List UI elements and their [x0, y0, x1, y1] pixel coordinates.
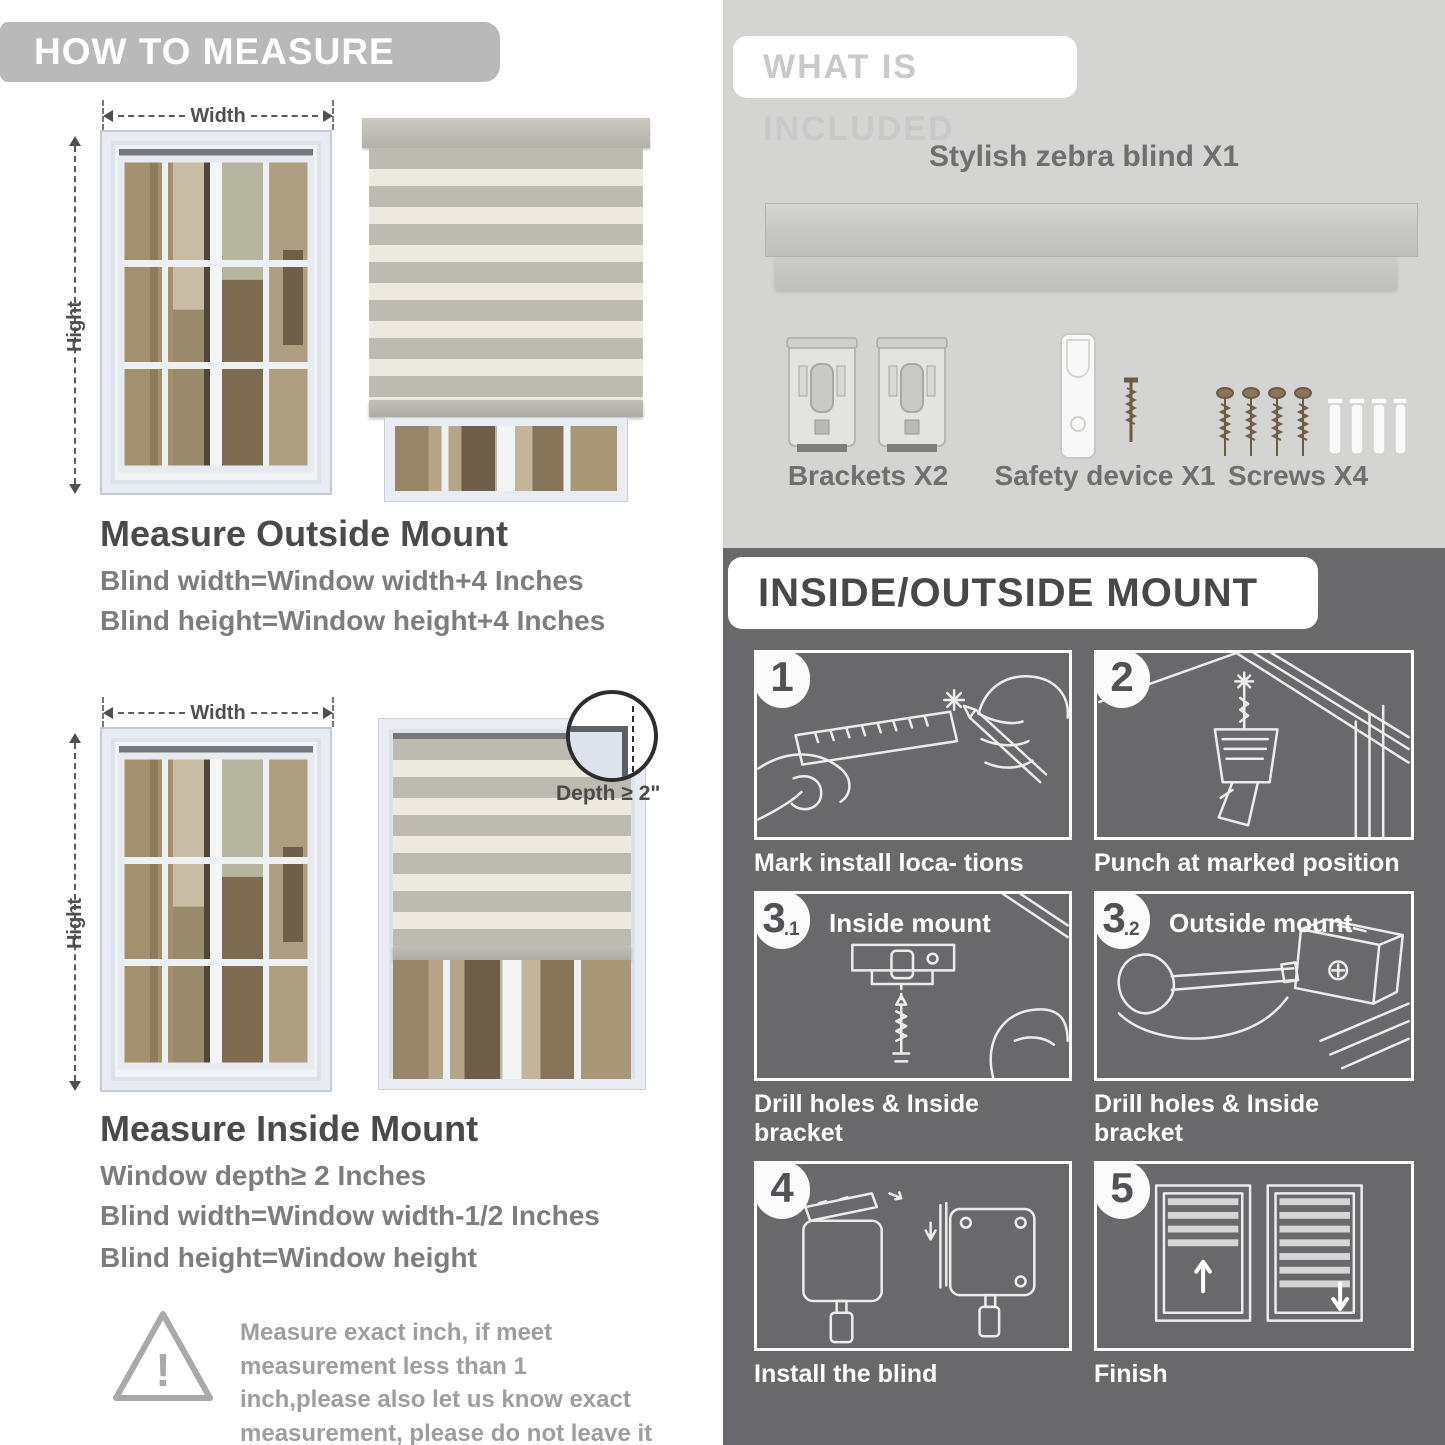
arrowhead-up-icon [69, 136, 81, 146]
height-arrow-inside [64, 733, 94, 1091]
window-photo-inside [100, 727, 332, 1092]
step-1-tile [754, 650, 1072, 840]
depth-dash-line [632, 706, 634, 772]
outside-mount-title: Measure Outside Mount [100, 513, 509, 554]
inside-mount-title: Measure Inside Mount [100, 1108, 479, 1149]
step-2 [1094, 650, 1414, 878]
step-3-2 [1094, 891, 1414, 1148]
step-4 [754, 1161, 1072, 1389]
frame-corner-detail [566, 726, 628, 782]
wall-anchor-icon [1327, 398, 1407, 454]
outside-formula-height: Blind height=Window height+4 Inches [100, 605, 606, 636]
step-3-1-caption: Drill holes & Inside bracket [754, 1090, 980, 1147]
dim-tick [332, 697, 334, 727]
step-3-1-tile [754, 891, 1072, 1081]
width-label: Width [190, 701, 246, 724]
window-photo-strip [393, 960, 631, 1079]
blind-stripes [369, 148, 643, 400]
what-is-included-header: WHAT IS INCLUDED [733, 36, 1077, 98]
dim-dash [251, 712, 318, 714]
brackets-label: Brackets X2 [787, 460, 949, 491]
blind-rail-image [775, 257, 1397, 289]
height-label: Hight [64, 897, 87, 950]
outside-mount-label: Outside mount [1169, 908, 1353, 938]
step-5 [1094, 1161, 1414, 1389]
arrowhead-up-icon [69, 733, 81, 743]
product-label: Stylish zebra blind X1 [928, 140, 1240, 173]
dim-tick [102, 100, 104, 130]
step-2-tile [1094, 650, 1414, 840]
window-below-blind [384, 417, 628, 502]
how-to-measure-header: HOW TO MEASURE [0, 22, 500, 82]
height-label: Hight [64, 300, 87, 353]
arrowhead-down-icon [69, 484, 81, 494]
outside-formula-width: Blind width=Window width+4 Inches [100, 565, 584, 596]
window-photo-strip [395, 426, 617, 491]
arrowhead-left-icon [103, 707, 113, 719]
step-number-badge: 3.1 [754, 891, 810, 949]
width-label: Width [190, 104, 246, 127]
step-4-tile [754, 1161, 1072, 1351]
step-1 [754, 650, 1072, 878]
bracket-icon [785, 336, 859, 458]
safety-device-label: Safety device X1 [994, 460, 1216, 491]
screws-label: Screws X4 [1227, 460, 1369, 491]
blind-bottom-rail [369, 400, 643, 417]
arrowhead-left-icon [103, 110, 113, 122]
safety-device-image [1051, 330, 1161, 464]
warning-exclamation: ! [155, 1344, 171, 1396]
step-5-tile [1094, 1161, 1414, 1351]
inside-outside-mount-header: INSIDE/OUTSIDE MOUNT [728, 557, 1318, 629]
inside-formula-depth: Window depth≥ 2 Inches [100, 1160, 427, 1191]
inside-formula-height: Blind height=Window height [100, 1242, 477, 1273]
zebra-blind-outside-illustration [362, 118, 650, 502]
dim-dash [251, 115, 318, 117]
inside-formula-width: Blind width=Window width-1/2 Inches [100, 1200, 600, 1231]
dim-dash [118, 115, 185, 117]
step-4-caption: Install the blind [754, 1360, 938, 1388]
step-1-caption: Mark install loca- tions [754, 849, 1024, 877]
bracket-icon [875, 336, 949, 458]
what-is-included-section [723, 0, 1445, 548]
step-number-badge: 2 [1094, 650, 1150, 708]
step-3-2-caption: Drill holes & Inside bracket [1094, 1090, 1320, 1147]
arrowhead-down-icon [69, 1081, 81, 1091]
inside-outside-mount-section [723, 548, 1445, 1445]
measure-warning-text: Measure exact inch, if meet measurement less than 1 inch,please also let us know exact measurement, please do not leave it [240, 1319, 653, 1445]
dim-tick [102, 697, 104, 727]
blind-bottom-rail [393, 945, 631, 960]
blind-head-rail [362, 118, 650, 148]
installation-steps-grid [754, 650, 1414, 1402]
step-2-caption: Punch at marked position [1094, 849, 1400, 877]
screws-anchors-image [1211, 384, 1407, 468]
screw-icon [1217, 388, 1311, 456]
width-arrow-inside [103, 703, 333, 723]
inside-mount-label: Inside mount [829, 908, 991, 938]
step-5-caption: Finish [1094, 1360, 1168, 1388]
step-3-2-tile [1094, 891, 1414, 1081]
step-number-badge: 4 [754, 1161, 810, 1219]
depth-label: Depth ≥ 2" [556, 782, 661, 805]
brackets-image [785, 336, 949, 458]
depth-magnifier-callout [566, 690, 658, 782]
step-number-badge: 1 [754, 650, 810, 708]
height-arrow-outside [64, 136, 94, 494]
width-arrow-outside [103, 106, 333, 126]
warning-triangle-icon [108, 1306, 218, 1408]
step-number-badge: 5 [1094, 1161, 1150, 1219]
step-3-1 [754, 891, 1072, 1148]
dim-dash [118, 712, 185, 714]
window-photo-outside [100, 130, 332, 495]
step-number-badge: 3.2 [1094, 891, 1150, 949]
blind-cassette-image [765, 203, 1418, 257]
dim-tick [332, 100, 334, 130]
